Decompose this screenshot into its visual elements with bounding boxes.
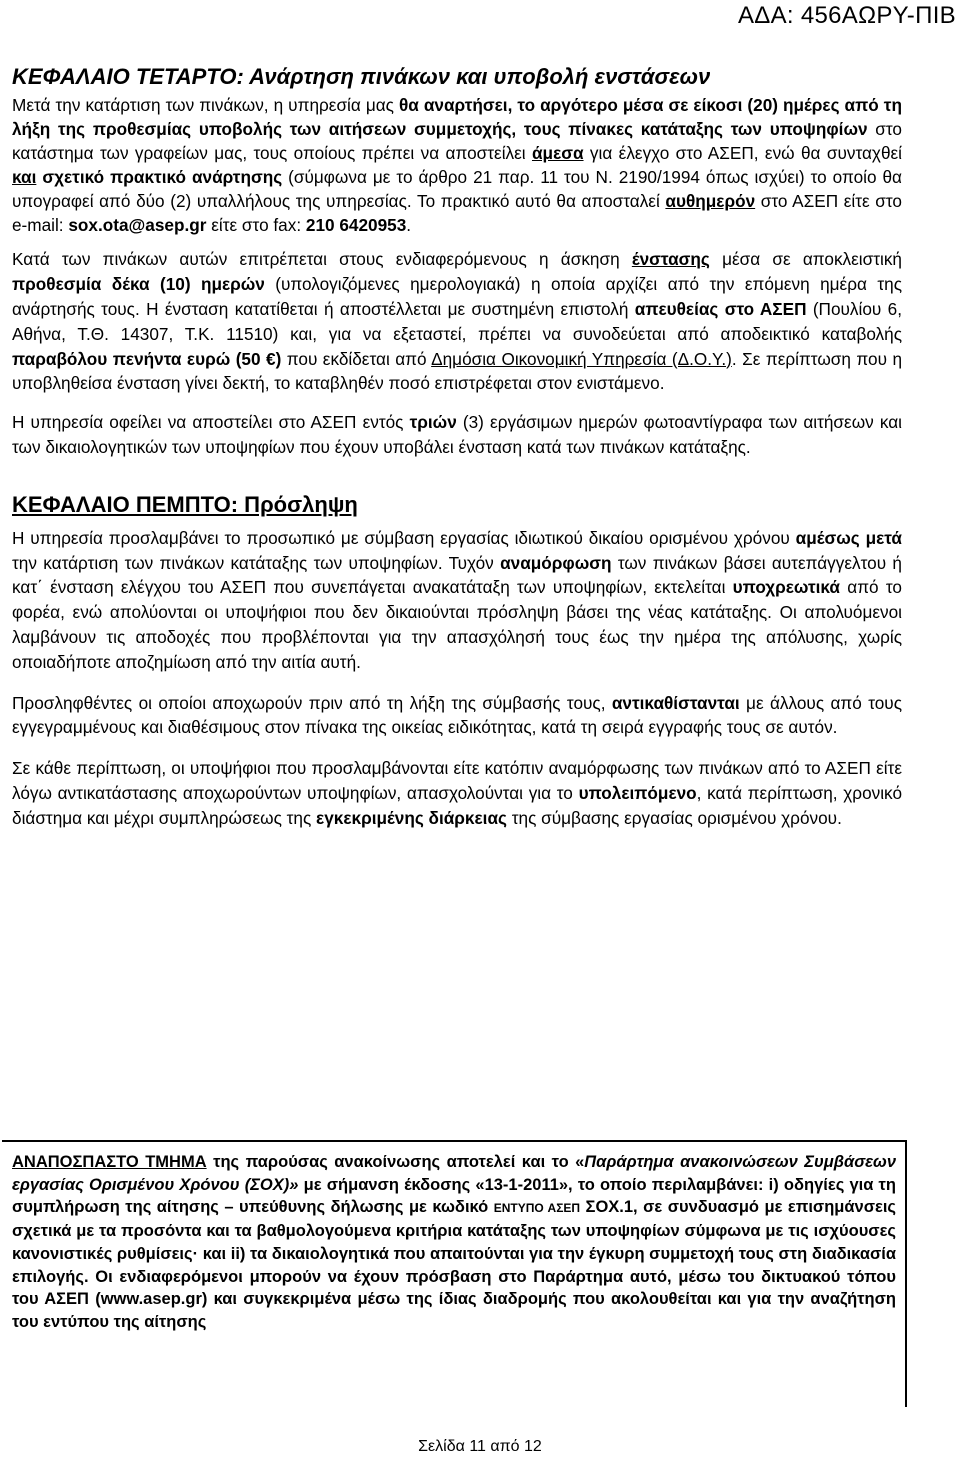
detachable-section-box	[2, 1140, 907, 1407]
document-body	[12, 62, 902, 831]
page-number: Σελίδα 11 από 12	[418, 1438, 542, 1455]
chapter-5-paragraph-2: Προσληφθέντες οι οποίοι αποχωρούν πριν από τη λήξη της σύμβασής τους, αντικαθίστανται με άλλους από τους εγγεγραμμένους και διαθέσιμους στον πίνακα της οικείας ειδικότητας, κατά τη σειρά εγγραφής τους σε αυτόν.	[12, 692, 902, 738]
chapter-5-paragraph-1: Η υπηρεσία προσλαμβάνει το προσωπικό με σύμβαση εργασίας ιδιωτικού δικαίου ορισμένου χρόνου αμέσως μετά την κατάρτιση των πινάκων κατάταξης των υποψηφίων. Τυχόν αναμόρφωση των πινάκων βάσει αυτεπάγγελτου ή κατ΄ ένσταση ελέγχου του ΑΣΕΠ που συνεπάγεται ανακατάταξη των υποψηφίων, εκτελείται υποχρεωτικά από το φορέα, ενώ απολύονται οι υποψήφιοι που δεν δικαιούνται πρόσληψη βάσει της νέας κατάταξης. Οι απολυόμενοι λαμβάνουν τις αποδοχές που προβλέπονται για την απασχόλησή τους έως την ημέρα της απόλυσης, χωρίς οποιαδήποτε αποζημίωση από την αιτία αυτή.	[12, 527, 903, 672]
chapter-5-title: ΚΕΦΑΛΑΙΟ ΠΕΜΠΤΟ: Πρόσληψη	[12, 491, 358, 517]
chapter-4-paragraph-1: Μετά την κατάρτιση των πινάκων, η υπηρεσία μας θα αναρτήσει, το αργότερο μέσα σε είκοσι (20) ημέρες από τη λήξη της προθεσμίας υποβολής των αιτήσεων συμμετοχής, τους πίνακες κατάταξης των υποψηφίων στο κατάστημα των γραφείων μας, τους οποίους πρέπει να αποστείλει άμεσα για έλεγχο στο ΑΣΕΠ, ενώ θα συνταχθεί και σχετικό πρακτικό ανάρτησης (σύμφωνα με το άρθρο 21 παρ. 11 του Ν. 2190/1994 όπως ισχύει) το οποίο θα υπογραφεί από δύο (2) υπαλλήλους της υπηρεσίας. Το πρακτικό αυτό θα αποσταλεί αυθημερόν στο ΑΣΕΠ είτε στο e-mail: sox.ota@asep.gr είτε στο fax: 210 6420953.	[12, 95, 902, 235]
chapter-5-paragraph-3: Σε κάθε περίπτωση, οι υποψήφιοι που προσλαμβάνονται είτε κατόπιν αναμόρφωσης των πινάκων από το ΑΣΕΠ είτε λόγω αντικατάστασης αποχωρούντων υποψηφίων, απασχολούνται για το υπολειπόμενο, κατά περίπτωση, χρονικό διάστημα και μέχρι συμπληρώσεως της εγκεκριμένης διάρκειας της σύμβασης εργασίας ορισμένου χρόνου.	[12, 758, 902, 828]
chapter-4-paragraph-3: Η υπηρεσία οφείλει να αποστείλει στο ΑΣΕΠ εντός τριών (3) εργάσιμων ημερών φωτοαντίγραφα των αιτήσεων και των δικαιολογητικών των υποψηφίων που έχουν υποβάλει ένσταση κατά των πινάκων κατάταξης.	[12, 412, 902, 458]
detachable-section-text: ΑΝΑΠΟΣΠΑΣΤΟ ΤΜΗΜΑ της παρούσας ανακοίνωσης αποτελεί και το «Παράρτημα ανακοινώσεων Συμβάσεων εργασίας Ορισμένου Χρόνου (ΣΟΧ)» με σήμανση έκδοσης «13-1-2011», το οποίο περιλαμβάνει: i) οδηγίες για τη συμπλήρωση της αίτησης – υπεύθυνης δήλωσης με κωδικό ΕΝΤΥΠΟ ΑΣΕΠ ΣΟΧ.1, σε συνδυασμό με επισημάνσεις σχετικά με τα προσόντα και τα βαθμολογούμενα κριτήρια κατάταξης των υποψηφίων σύμφωνα με τις ισχύουσες κανονιστικές ρυθμίσεις· και ii) τα δικαιολογητικά που απαιτούνται για την έγκυρη συμμετοχή τους στη διαδικασία επιλογής. Οι ενδιαφερόμενοι μπορούν να έχουν πρόσβαση στο Παράρτημα αυτό, μέσω του δικτυακού τόπου του ΑΣΕΠ (www.asep.gr) και συγκεκριμένα μέσω της ίδιας διαδρομής που ακολουθείται και για την αναζήτηση του εντύπου της αίτησης	[12, 1153, 896, 1331]
chapter-4-paragraph-2: Κατά των πινάκων αυτών επιτρέπεται στους ενδιαφερόμενους η άσκηση ένστασης μέσα σε αποκλειστική προθεσμία δέκα (10) ημερών (υπολογιζόμενες ημερολογιακά) η οποία αρχίζει από την επόμενη ημέρα της ανάρτησής τους. Η ένσταση κατατίθεται ή αποστέλλεται με συστημένη επιστολή απευθείας στο ΑΣΕΠ (Πουλίου 6, Αθήνα, Τ.Θ. 14307, Τ.Κ. 11510) και, για να εξεταστεί, πρέπει να συνοδεύεται από αποδεικτικό καταβολής παραβόλου πενήντα ευρώ (50 €) που εκδίδεται από Δημόσια Οικονομική Υπηρεσία (Δ.Ο.Υ.). Σε περίπτωση που η υποβληθείσα ένσταση γίνει δεκτή, το καταβληθέν ποσό επιστρέφεται στον ενιστάμενο.	[12, 249, 903, 394]
ada-code: ΑΔΑ: 456ΑΩΡΥ-ΠΙΒ	[737, 2, 956, 29]
chapter-4-title: ΚΕΦΑΛΑΙΟ ΤΕΤΑΡΤΟ: Ανάρτηση πινάκων και υποβολή ενστάσεων	[12, 64, 711, 89]
